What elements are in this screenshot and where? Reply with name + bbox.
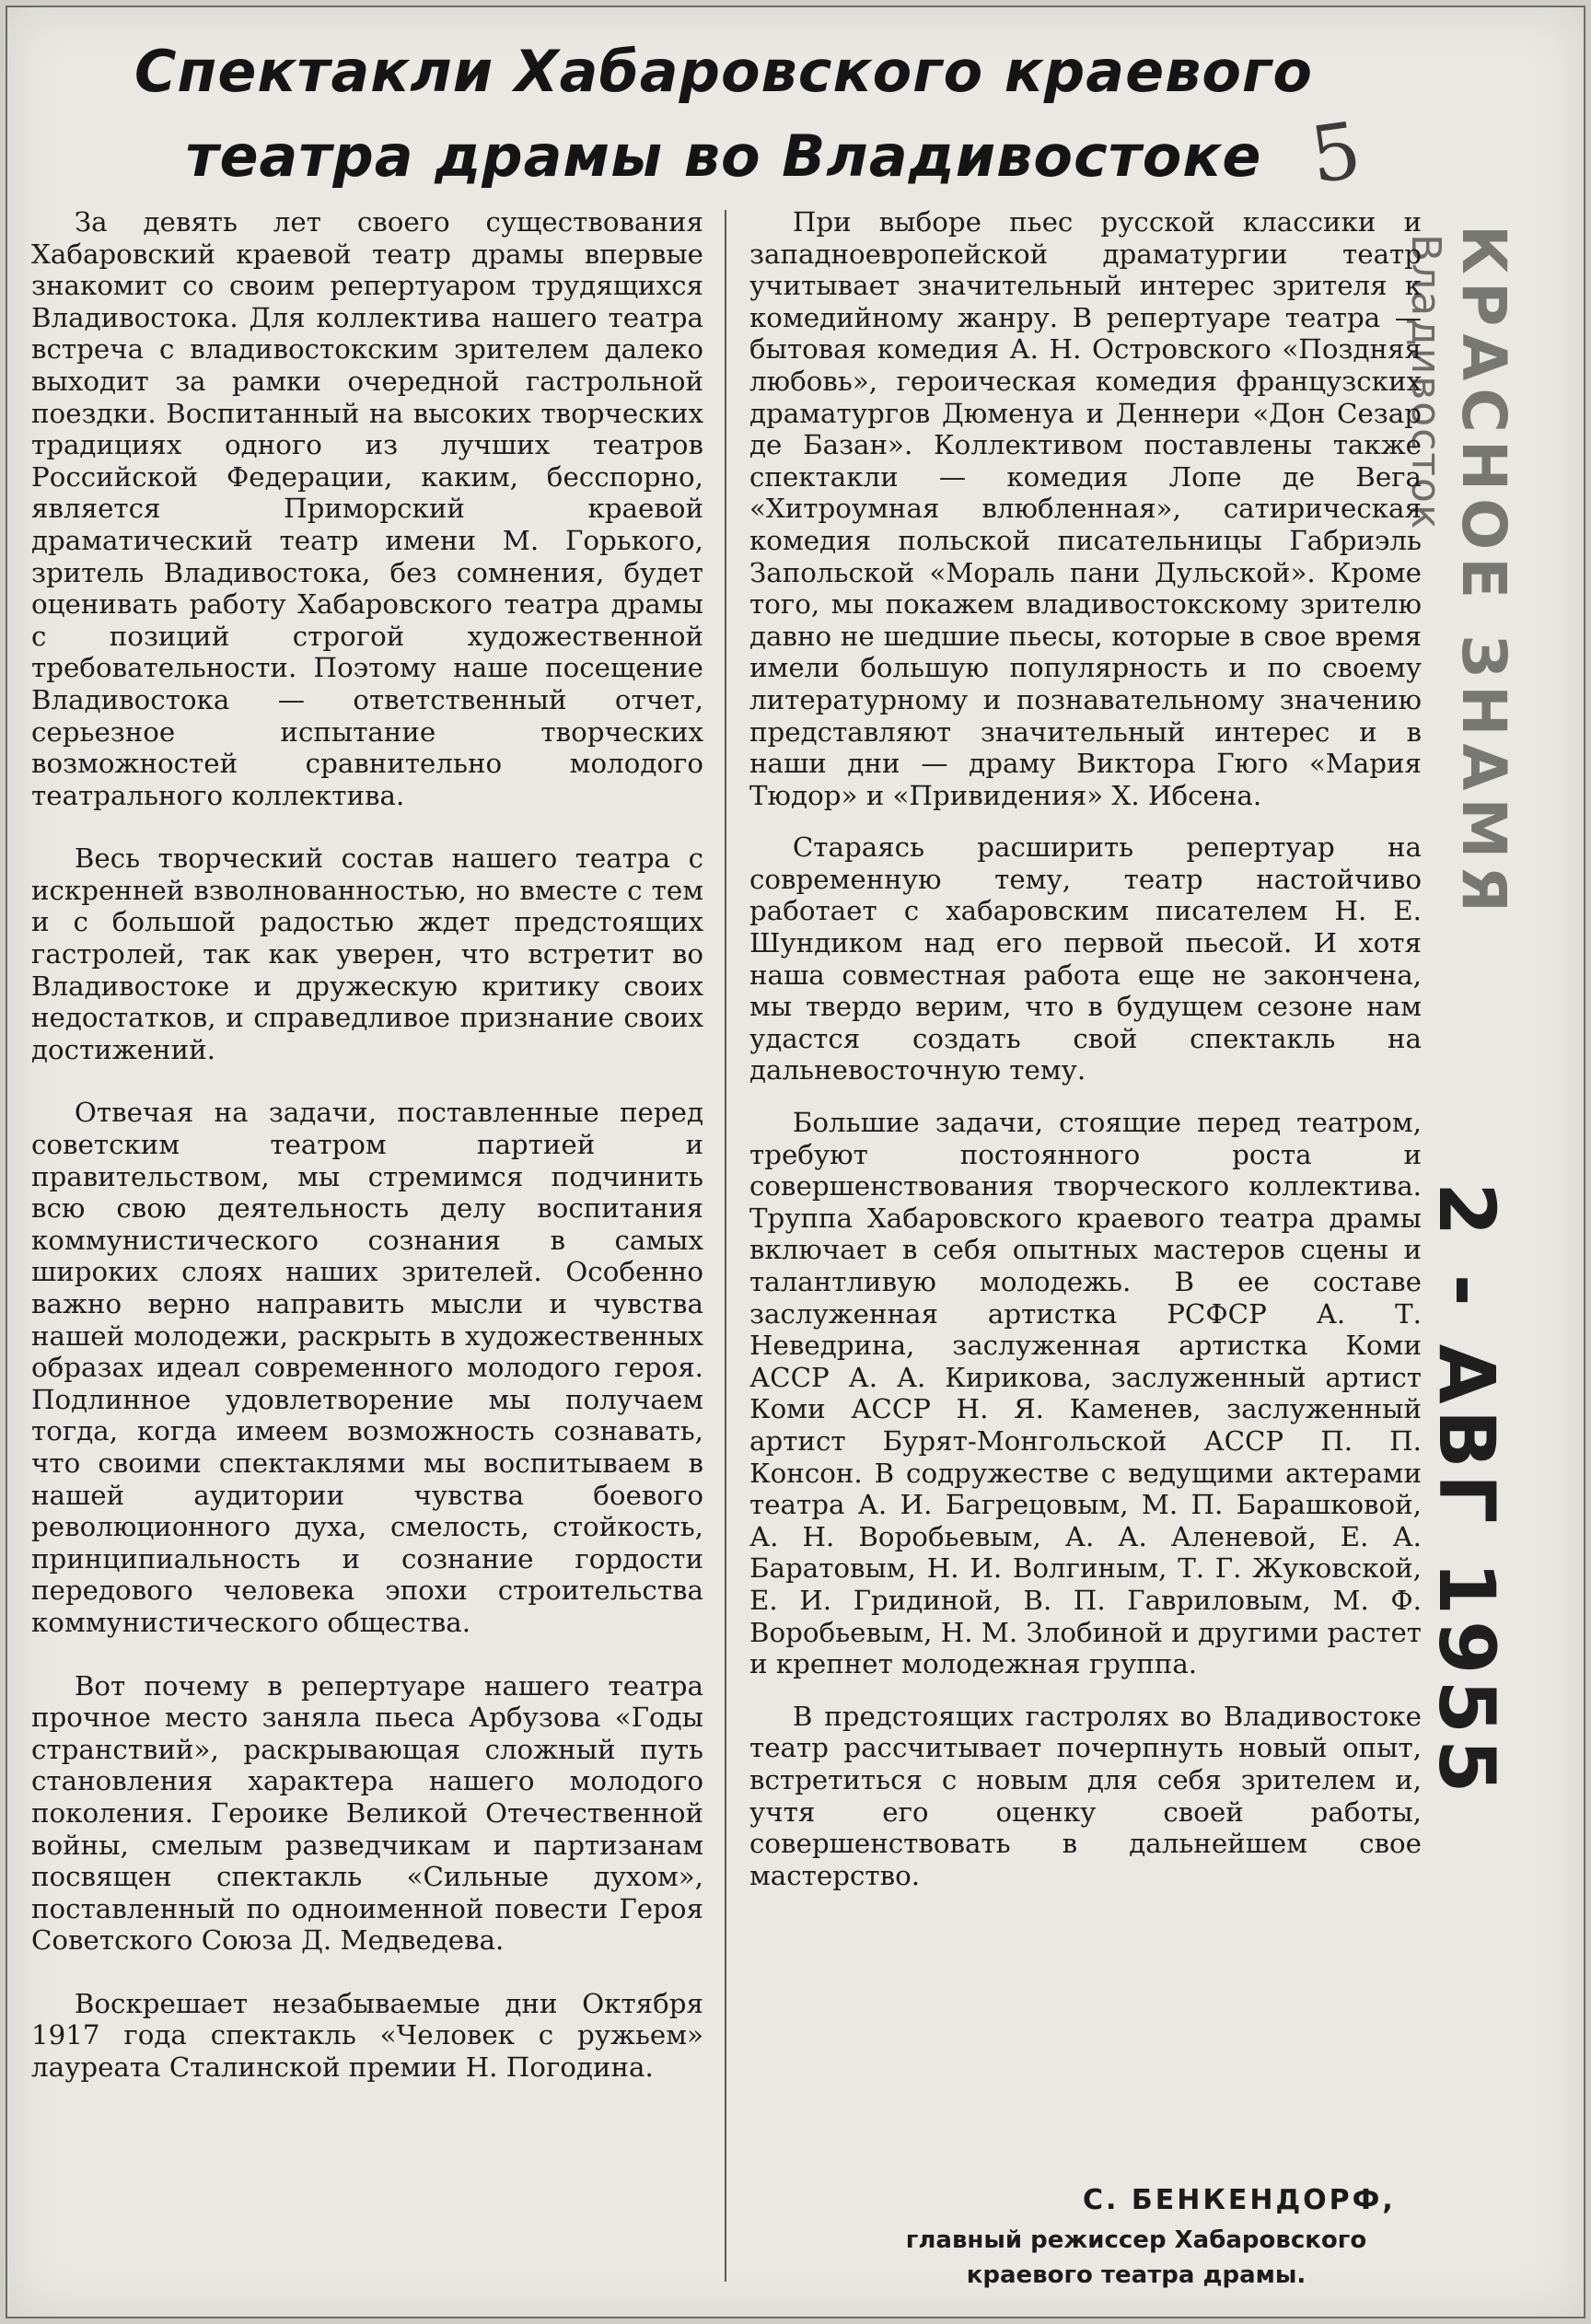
stamp-city: Владивосток [1402, 234, 1449, 531]
column-divider [725, 210, 726, 2282]
paragraph: Отвечая на задачи, поставленные перед советским театром партией и правительством, мы стремимся подчинить всю свою деятельность делу воспитания коммунистического сознания в самых широких слоях наших зрителей. Особенно важно верно направить мысли и чувства нашей молодежи, раскрыть в художественных образах идеал современного молодого героя. Подлинное удовлетворение мы получаем тогда, когда имеем возможность сознавать, что своими спектаклями мы воспитываем в нашей аудитории чувства боевого революционного духа, смелость, стойкость, принципиальность и сознание гордости передового человека эпохи строительства коммунистического общества. [31, 1097, 703, 1638]
article-column-left [31, 206, 703, 2115]
paragraph: При выборе пьес русской классики и западноевропейской драматургии театр учитывает значительный интерес зрителя к комедийному жанру. В репертуаре театра — бытовая комедия А. Н. Островского «Поздняя любовь», героическая комедия французских драматургов Дюменуа и Деннери «Дон Сезар де Базан». Коллективом поставлены также спектакли — комедия Лопе де Вега «Хитроумная влюбленная», сатирическая комедия польской писательницы Габриэль Запольской «Мораль пани Дульской». Кроме того, мы покажем владивостокскому зрителю давно не шедшие пьесы, которые в свое время имели большую популярность и по своему литературному и познавательному значению представляют значительный интерес и в наши дни — драму Виктора Гюго «Мария Тюдор» и «Привидения» Х. Ибсена. [749, 206, 1422, 811]
article-column-right [749, 206, 1422, 1911]
paragraph: Большие задачи, стоящие перед театром, требуют постоянного роста и совершенствования творческого коллектива. Труппа Хабаровского краевого театра драмы включает в себя опытных мастеров сцены и талантливую молодежь. В ее составе заслуженная артистка РСФСР А. Т. Неведрина, заслуженная артистка Коми АССР А. А. Кирикова, заслуженный артист Коми АССР Н. Я. Каменев, заслуженный артист Бурят-Монгольской АССР П. П. Консон. В содружестве с ведущими актерами театра А. И. Багрецовым, М. П. Барашковой, А. Н. Воробьевым, А. А. Аленевой, Е. А. Баратовым, Н. И. Волгиным, Т. Г. Жуковской, Е. И. Гридиной, В. П. Гавриловым, М. Ф. Воробьевым, Н. М. Злобиной и другими растет и крепнет молодежная группа. [749, 1107, 1422, 1680]
author-name: С. БЕНКЕНДОРФ, [1083, 2184, 1396, 2216]
paragraph: Вот почему в репертуаре нашего театра прочное место заняла пьеса Арбузова «Годы странствий», раскрывающая сложный путь становления характера нашего молодого поколения. Героике Великой Отечественной войны, смелым разведчикам и партизанам посвящен спектакль «Сильные духом», поставленный по одноименной повести Героя Советского Союза Д. Медведева. [31, 1669, 703, 1957]
stamp-newspaper-title: КРАСНОЕ ЗНАМЯ [1448, 225, 1519, 920]
headline-line-2: театра драмы во Владивостоке [185, 122, 1262, 190]
paragraph: Воскрешает незабываемые дни Октября 1917 года спектакль «Человек с ружьем» лауреата Сталинской премии Н. Погодина. [31, 1987, 703, 2084]
paragraph: За девять лет своего существования Хабаровский краевой театр драмы впервые знакомит со своим репертуаром трудящихся Владивостока. Для коллектива нашего театра встреча с владивостокским зрителем далеко выходит за рамки очередной гастрольной поездки. Воспитанный на высоких творческих традициях одного из лучших театров Российской Федерации, каким, бесспорно, является Приморский краевой драматический театр имени М. Горького, зритель Владивостока, без сомнения, будет оценивать работу Хабаровского театра драмы с позиций строгой художественной требовательности. Поэтому наше посещение Владивостока — ответственный отчет, серьезное испытание творческих возможностей сравнительно молодого театрального коллектива. [31, 206, 703, 811]
paragraph: Стараясь расширить репертуар на современную тему, театр настойчиво работает с хабаровским писателем Н. Е. Шундиком над его первой пьесой. И хотя наша совместная работа еще не закончена, мы твердо верим, что в будущем сезоне нам удастся создать свой спектакль на дальневосточную тему. [749, 831, 1422, 1086]
paragraph: В предстоящих гастролях во Владивостоке театр рассчитывает почерпнуть новый опыт, встретиться с новым для себя зрителем и, учтя его оценку своей работы, совершенствовать в дальнейшем свое мастерство. [749, 1700, 1422, 1891]
article-headline [88, 29, 1359, 199]
headline-line-1: Спектакли Хабаровского краевого [134, 38, 1313, 105]
stamp-date: 2 - АВГ 1955 [1422, 1182, 1512, 1799]
author-role: главный режиссер Хабаровского краевого театра драмы. [905, 2226, 1367, 2289]
handwritten-page-mark: 5 [1305, 104, 1367, 202]
archive-date-stamp [1402, 225, 1519, 1799]
newspaper-clipping [6, 6, 1585, 2318]
paragraph: Весь творческий состав нашего театра с искренней взволнованностью, но вместе с тем и с большой радостью ждет предстоящих гастролей, так как уверен, что встретит во Владивостоке и дружескую критику своих недостатков, и справедливое признание своих достижений. [31, 842, 703, 1065]
